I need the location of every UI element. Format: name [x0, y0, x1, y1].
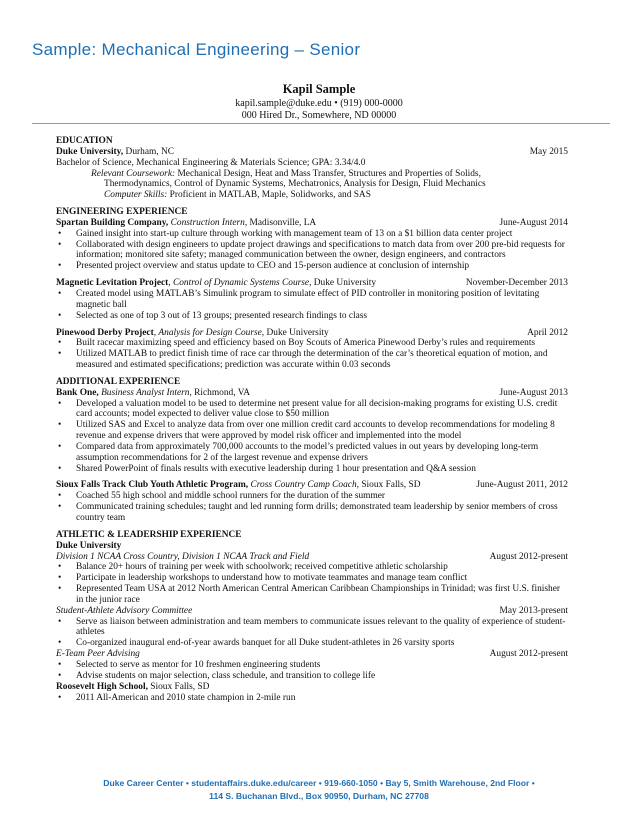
job-role: Control of Dynamic Systems Course,	[172, 278, 312, 289]
job-place: Sioux Falls, SD	[359, 480, 421, 491]
footer-line-1: Duke Career Center • studentaffairs.duke.edu/career • 919-660-1050 • Bay 5, Smith Warehouse, 2nd Floor •	[103, 778, 535, 788]
bullet-item: • Collaborated with design engineers to update project drawings and specifications to match data from over 200 pre-bid requests for information; monitored site safety; managed communication between the owner, design engineers, and contractors	[56, 240, 568, 262]
athletic-org: Duke University	[56, 540, 122, 551]
contact-email-phone: kapil.sample@duke.edu • (919) 000-0000	[235, 98, 403, 109]
job-date: November-December 2013	[465, 278, 568, 289]
bullet-item: • Coached 55 high school and middle school runners for the duration of the summer	[56, 491, 568, 502]
job-place: Richmond, VA	[191, 387, 251, 398]
bullet-item: • Presented project overview and status update to CEO and 15-person audience at conclusion of internship	[56, 261, 568, 272]
bullet-item: • Utilized SAS and Excel to analyze data from over one million credit card accounts to develop recommendations for modeling 8 revenue and expense drivers that were approved by model risk officer and implemented into the model	[56, 420, 568, 442]
bullet-item: • Created model using MATLAB’s Simulink program to simulate effect of PID controller in monitoring position of levitating magnetic ball	[56, 289, 568, 311]
education-heading: EDUCATION	[56, 136, 113, 146]
position-header	[56, 606, 568, 617]
bullet-item: • Participate in leadership workshops to understand how to motivate teammates and manage team conflict	[56, 573, 568, 584]
job-org: Sioux Falls Track Club Youth Athletic Program,	[56, 480, 249, 491]
education-school-row	[56, 147, 568, 158]
high-school-name: Roosevelt High School,	[56, 681, 148, 692]
job-date: June-August 2013	[499, 387, 568, 398]
job-org: Spartan Building Company,	[56, 217, 169, 228]
computer-skills	[56, 190, 568, 201]
job-role: Analysis for Design Course,	[158, 327, 265, 338]
high-school-header	[56, 682, 568, 693]
job-org: Bank One,	[56, 387, 99, 398]
athletic-heading: ATHLETIC & LEADERSHIP EXPERIENCE	[56, 529, 242, 540]
engineering-heading: ENGINEERING EXPERIENCE	[56, 207, 188, 218]
bullet-item: • Co-organized inaugural end-of-year awards banquet for all Duke student-athletes in 26 varsity sports	[56, 638, 568, 649]
job-place: Duke University	[264, 327, 329, 338]
bullet-item: • Utilized MATLAB to predict finish time of race car through the determination of the car’s theoretical equation of motion, and measured and estimated specifications; prediction was accurate within 0.03 seconds	[56, 349, 568, 371]
job-date: June-August 2011, 2012	[476, 480, 568, 491]
bullet-item: • Shared PowerPoint of finals results with executive leadership during 1 hour presentation and Q&A session	[56, 464, 568, 475]
separator: ,	[153, 327, 159, 338]
job-header	[56, 388, 568, 399]
coursework-label: Relevant Coursework:	[91, 168, 176, 179]
bullet-item: • Selected as one of top 3 out of 13 groups; presented research findings to class	[56, 311, 568, 322]
position-title: Division 1 NCAA Cross Country, Division 1 NCAA Track and Field	[56, 551, 310, 562]
bullet-item: • Serve as liaison between administration and team members to communicate issues relevant to the quality of experience of student-athletes	[56, 617, 568, 639]
coursework-list-2: Thermodynamics, Control of Dynamic Systems, Mechatronics, Analysis for Design, Fluid Mechanics	[104, 179, 486, 190]
skills-list: Proficient in MATLAB, Maple, Solidworks, and SAS	[167, 190, 371, 201]
skills-label: Computer Skills:	[104, 190, 168, 201]
job-role: Business Analyst Intern,	[98, 387, 192, 398]
job-header	[56, 328, 568, 339]
position-title: E-Team Peer Advising	[56, 649, 140, 660]
school-location: Durham, NC	[123, 146, 174, 157]
candidate-name: Kapil Sample	[282, 82, 356, 96]
bullet-item: • Advise students on major selection, class schedule, and transition to college life	[56, 671, 568, 682]
footer-line-2: 114 S. Buchanan Blvd., Box 90950, Durham, NC 27708	[209, 791, 429, 801]
job-place: Madisonville, LA	[247, 217, 317, 228]
job-header	[56, 218, 568, 229]
contact-address: 000 Hired Dr., Somewhere, ND 00000	[241, 110, 397, 121]
job-date: April 2012	[527, 327, 568, 338]
bullet-item: • Developed a valuation model to be used to determine net present value for all decision-making programs for existing U.S. credit card accounts; model expected to deliver value close to $50 million	[56, 399, 568, 421]
school-name: Duke University,	[56, 146, 124, 157]
bullet-item: • Gained insight into start-up culture through working with management team of 13 on a $1 billion data center project	[56, 229, 568, 240]
position-header	[56, 552, 568, 563]
bullet-item: • Selected to serve as mentor for 10 freshmen engineering students	[56, 660, 568, 671]
page-title: Sample: Mechanical Engineering – Senior	[32, 40, 361, 59]
job-role: Cross Country Camp Coach,	[248, 480, 359, 491]
bullet-item: • Communicated training schedules; taught and led running form drills; demonstrated team leadership by senior members of cross country team	[56, 502, 568, 524]
position-title: Student-Athlete Advisory Committee	[56, 605, 193, 616]
graduation-date: May 2015	[529, 146, 568, 157]
coursework-list-1: Mechanical Design, Heat and Mass Transfer, Structures and Properties of Solids,	[175, 168, 481, 179]
job-date: June-August 2014	[499, 217, 568, 228]
position-date: August 2012-present	[489, 649, 568, 660]
resume-body	[56, 136, 568, 703]
job-place: Duke University	[311, 278, 377, 289]
bullet-item: • Balance 20+ hours of training per week with schoolwork; received competitive athletic scholarship	[56, 562, 568, 573]
separator: ,	[168, 278, 173, 289]
position-date: August 2012-present	[489, 551, 568, 562]
additional-heading: ADDITIONAL EXPERIENCE	[56, 376, 181, 387]
bullet-item: • Represented Team USA at 2012 North American Central American Caribbean Championships in Trinidad; was first U.S. finisher in the junior race	[56, 584, 568, 606]
position-header	[56, 649, 568, 660]
bullet-item: • 2011 All-American and 2010 state champion in 2-mile run	[56, 693, 568, 704]
position-date: May 2013-present	[499, 605, 568, 616]
header-divider	[32, 123, 610, 124]
job-role: Construction Intern,	[168, 217, 248, 228]
job-header	[56, 278, 568, 289]
job-org: Pinewood Derby Project	[56, 327, 154, 338]
high-school-location: Sioux Falls, SD	[147, 681, 210, 692]
job-org: Magnetic Levitation Project	[56, 278, 169, 289]
degree: Bachelor of Science, Mechanical Engineering & Materials Science; GPA: 3.34/4.0	[56, 157, 366, 168]
bullet-item: • Compared data from approximately 700,000 accounts to the model’s predicted values in out years by developing long-term assumption recommendations for 2 of the largest revenue and expense drivers	[56, 442, 568, 464]
bullet-item: • Built racecar maximizing speed and efficiency based on Boy Scouts of America Pinewood Derby’s rules and requirements	[56, 338, 568, 349]
job-header	[56, 480, 568, 491]
relevant-coursework	[56, 169, 568, 180]
